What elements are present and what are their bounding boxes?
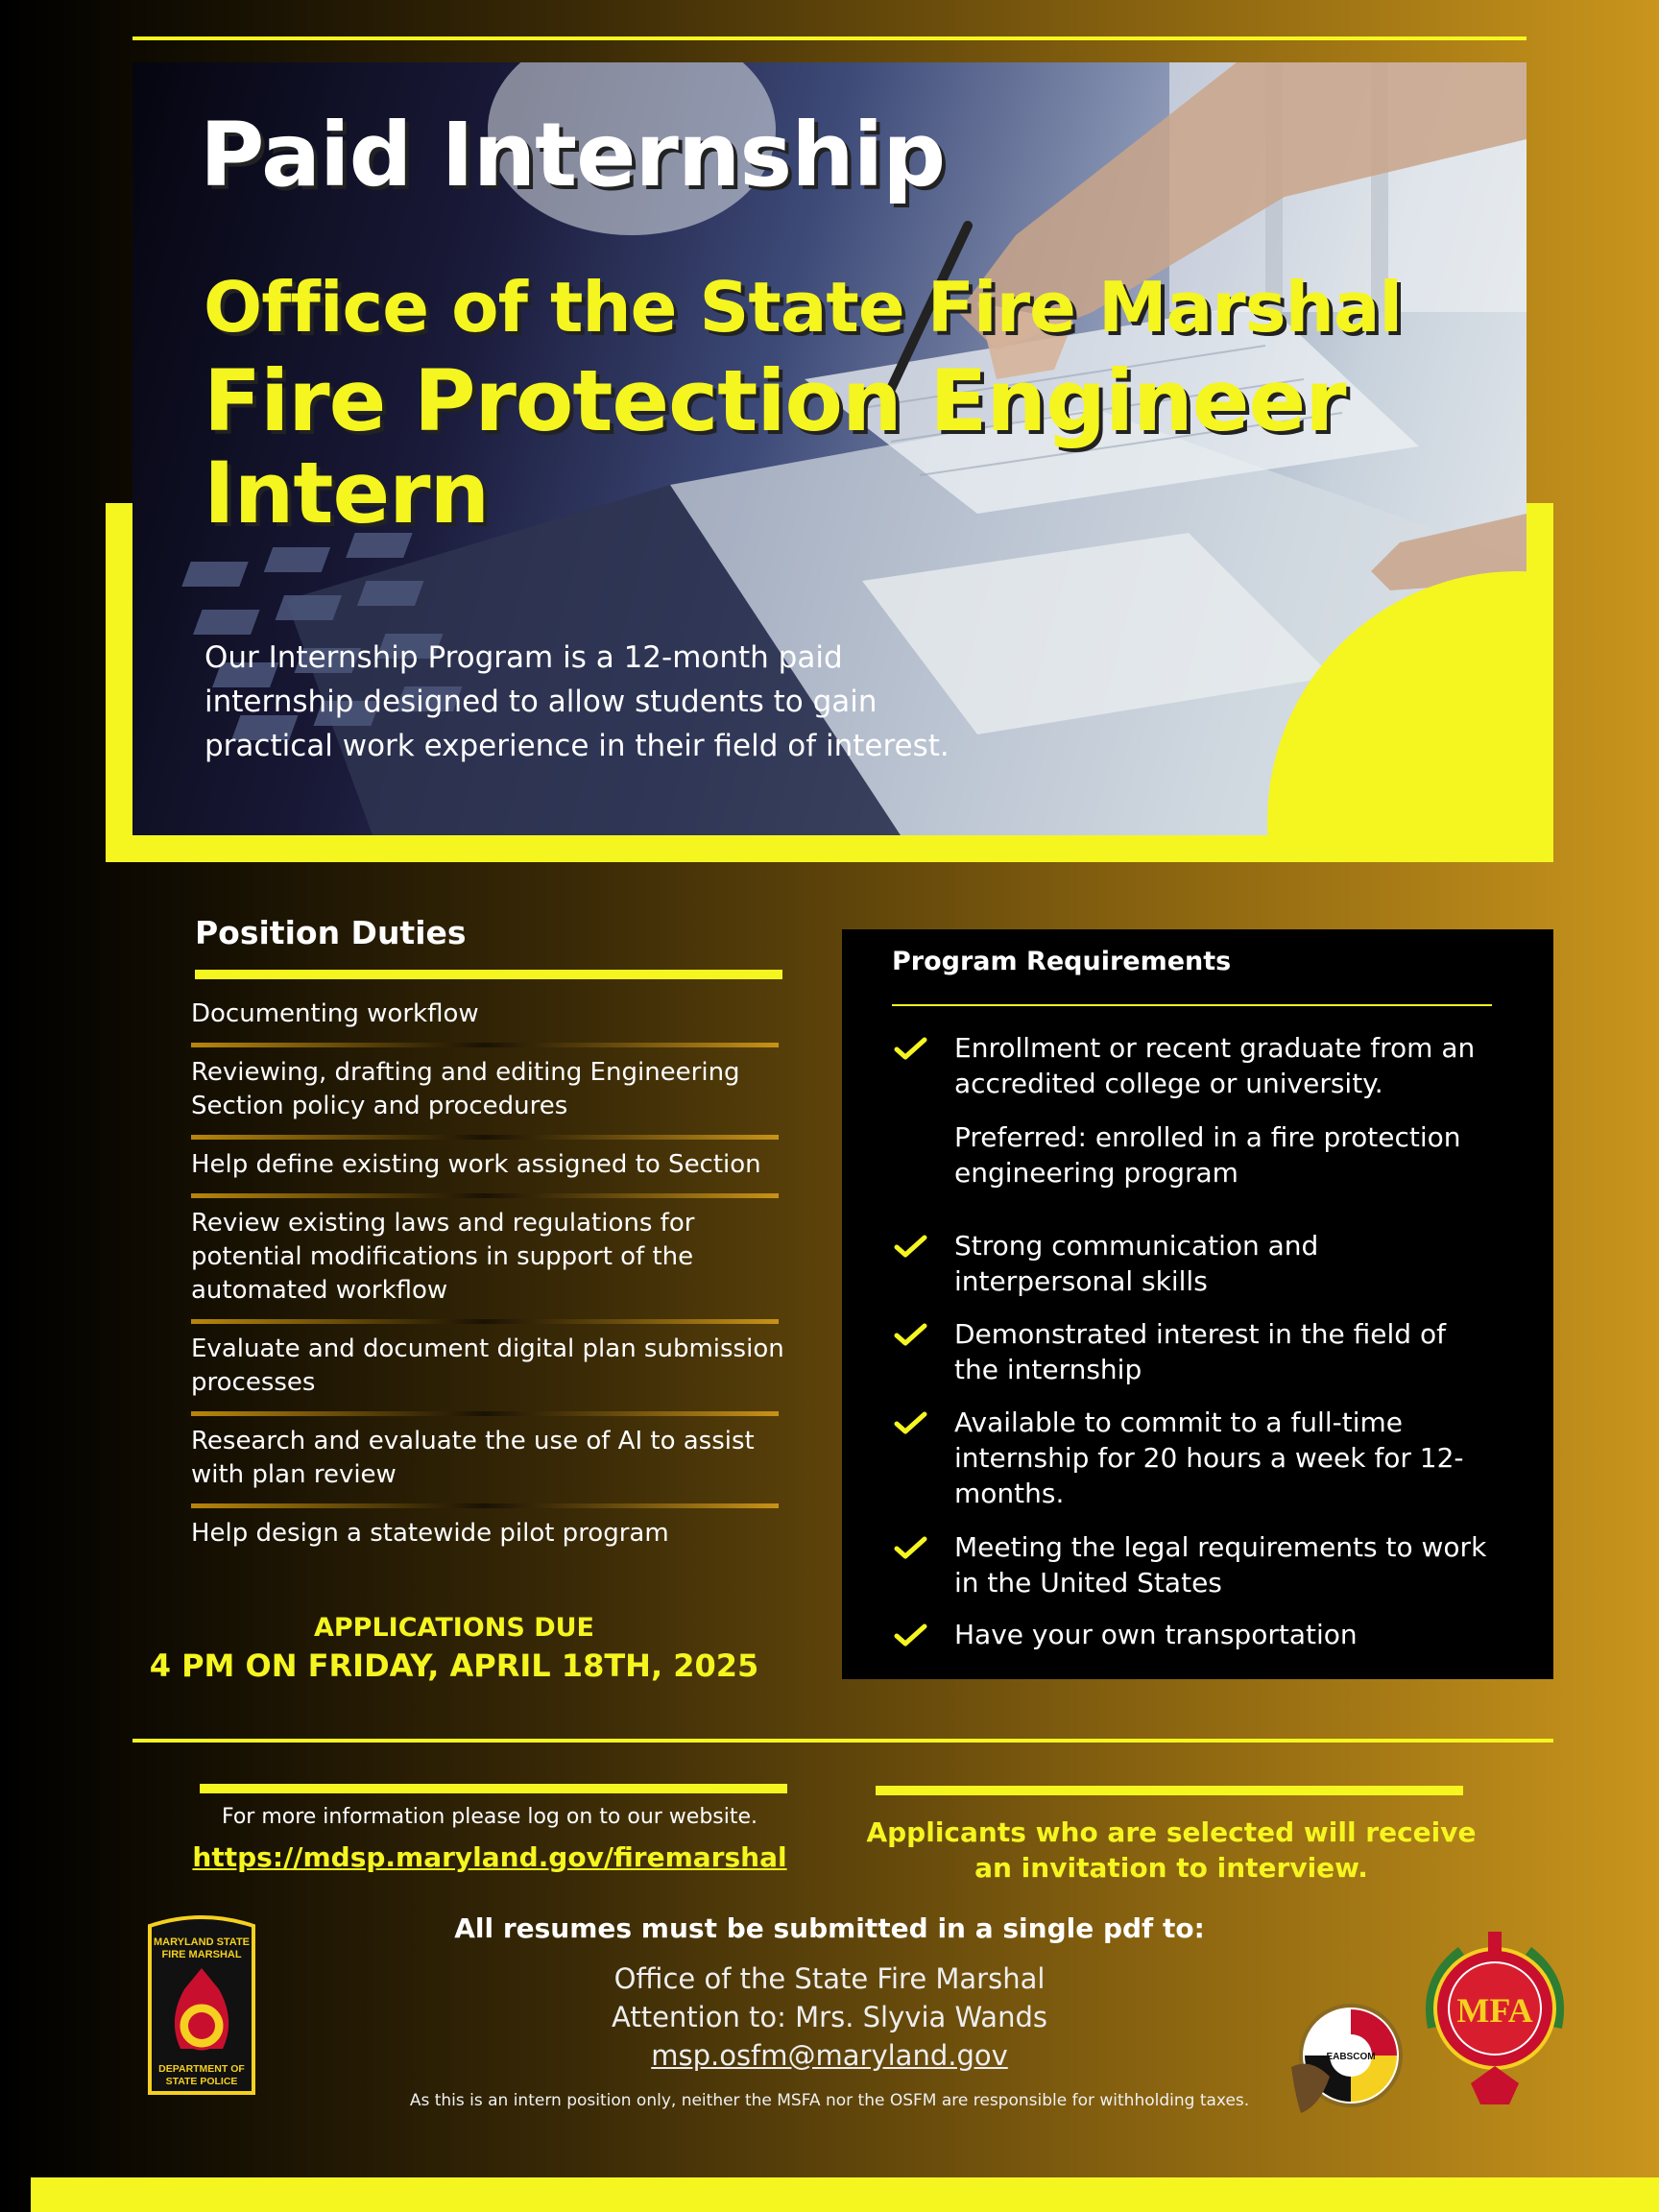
- resume-instructions: All resumes must be submitted in a single pdf to:: [454, 1912, 1205, 1944]
- svg-text:FIRE MARSHAL: FIRE MARSHAL: [161, 1949, 242, 1960]
- position-title: Fire Protection Engineer Intern: [204, 351, 1346, 542]
- duty-item: Evaluate and document digital plan submission processes: [191, 1334, 784, 1397]
- organization-title: Office of the State Fire Marshal: [204, 267, 1403, 348]
- info-bar-left: [200, 1784, 787, 1793]
- website-link[interactable]: https://mdsp.maryland.gov/firemarshal: [192, 1841, 787, 1873]
- section-divider: [132, 1739, 1553, 1743]
- requirements-divider: [892, 1004, 1492, 1006]
- info-bar-right: [876, 1786, 1463, 1795]
- duty-item: Help define existing work assigned to Section: [191, 1150, 761, 1179]
- fire-marshal-badge: [140, 1914, 263, 2099]
- check-icon: [892, 1621, 930, 1649]
- interview-note: Applicants who are selected will receive an invitation to interview.: [866, 1816, 1477, 1884]
- requirement-text: Meeting the legal requirements to work in the United States: [954, 1531, 1487, 1599]
- svg-text:DEPARTMENT OF: DEPARTMENT OF: [158, 2063, 245, 2075]
- requirement-text: Available to commit to a full-time internship for 20 hours a week for 12-months.: [954, 1407, 1464, 1509]
- duties-list: [191, 989, 805, 1562]
- requirements-heading: Program Requirements: [892, 947, 1232, 976]
- duty-item: Research and evaluate the use of AI to assist with plan review: [191, 1427, 755, 1489]
- check-icon: [892, 1320, 930, 1349]
- check-icon: [892, 1408, 930, 1437]
- page-title: Paid Internship: [200, 104, 946, 206]
- requirement-text: Demonstrated interest in the field of the internship: [954, 1318, 1446, 1385]
- more-info-text: For more information please log on to our website.: [221, 1805, 758, 1829]
- eabscom-badge: [1291, 2000, 1407, 2115]
- recipient-office: Office of the State Fire Marshal: [613, 1962, 1046, 1995]
- requirement-text: Have your own transportation: [954, 1619, 1358, 1650]
- svg-text:STATE POLICE: STATE POLICE: [165, 2076, 238, 2087]
- badge-top-text: MARYLAND STATE: [153, 1936, 251, 1948]
- check-icon: [892, 1034, 930, 1063]
- duties-underline: [195, 970, 782, 979]
- applications-due-label: APPLICATIONS DUE: [314, 1613, 594, 1643]
- svg-text:EABSCOM: EABSCOM: [1326, 2052, 1376, 2062]
- check-icon: [892, 1533, 930, 1562]
- requirement-text: Preferred: enrolled in a fire protection engineering program: [954, 1121, 1461, 1189]
- duty-item: Review existing laws and regulations for potential modifications in support of the automated workflow: [191, 1209, 695, 1305]
- duty-item: Documenting workflow: [191, 999, 479, 1028]
- intro-text: Our Internship Program is a 12-month paid internship designed to allow students to gain practical work experience in their field of interest.: [204, 640, 950, 763]
- applications-due-date: 4 PM ON FRIDAY, APRIL 18TH, 2025: [149, 1647, 759, 1684]
- duty-item: Reviewing, drafting and editing Engineering Section policy and procedures: [191, 1058, 740, 1120]
- tax-disclaimer: As this is an intern position only, neither the MSFA nor the OSFM are responsible for withholding taxes.: [409, 2091, 1250, 2110]
- check-icon: [892, 1232, 930, 1261]
- recipient-attention: Attention to: Mrs. Slyvia Wands: [612, 2001, 1047, 2033]
- bottom-yellow-band: [31, 2177, 1659, 2212]
- duty-item: Help design a statewide pilot program: [191, 1519, 669, 1548]
- svg-text:MFA: MFA: [1456, 1991, 1533, 2030]
- email-link[interactable]: msp.osfm@maryland.gov: [651, 2039, 1008, 2072]
- top-rule: [132, 36, 1527, 40]
- requirement-text: Enrollment or recent graduate from an accredited college or university.: [954, 1032, 1476, 1099]
- msfa-badge: [1413, 1922, 1576, 2114]
- requirement-text: Strong communication and interpersonal skills: [954, 1230, 1319, 1297]
- duties-heading: Position Duties: [195, 914, 467, 951]
